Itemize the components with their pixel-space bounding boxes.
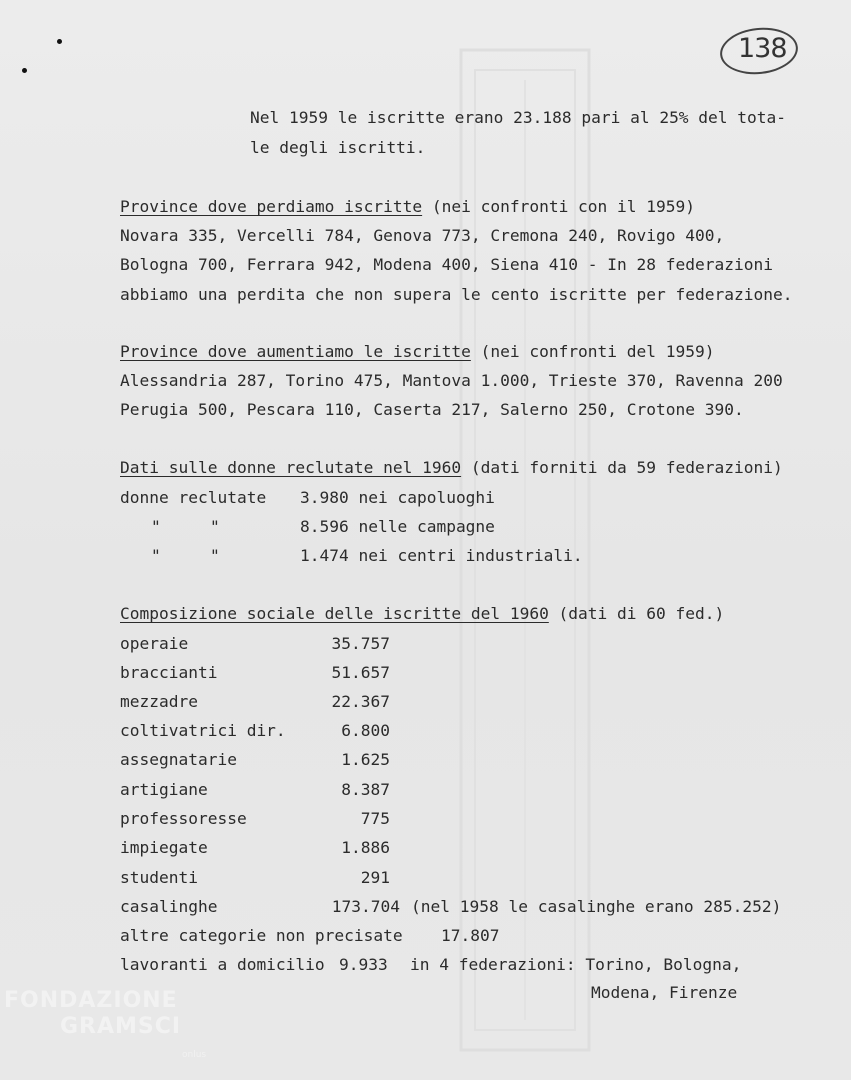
composition-label: studenti <box>120 868 198 887</box>
recruited-value: 1.474 <box>300 546 349 565</box>
gains-heading-line <box>120 342 715 362</box>
losses-heading-line <box>120 197 695 217</box>
recruited-value: 3.980 <box>300 488 349 507</box>
recruited-row <box>300 488 495 508</box>
composition-heading-note: (dati di 60 fed.) <box>548 604 725 623</box>
composition-label: braccianti <box>120 663 218 682</box>
gains-line: Alessandria 287, Torino 475, Mantova 1.000, Trieste 370, Ravenna 200 <box>120 371 783 390</box>
losses-line: abbiamo una perdita che non supera le cento iscritte per federazione. <box>120 285 793 304</box>
casalinghe-note: (nel 1958 le casalinghe erano 285.252) <box>411 897 782 916</box>
logo-line: FONDAZIONE <box>4 988 178 1013</box>
composition-label: coltivatrici dir. <box>120 721 286 740</box>
composition-heading: Composizione sociale delle iscritte del 1960 <box>120 604 549 623</box>
punch-mark <box>22 68 27 73</box>
losses-heading: Province dove perdiamo iscritte <box>120 197 423 216</box>
composition-value: 8.387 <box>341 780 390 799</box>
recruited-text: nelle campagne <box>358 517 495 536</box>
logo-line: GRAMSCI <box>60 1014 182 1039</box>
home-workers-note: Modena, Firenze <box>591 983 738 1002</box>
recruited-heading-note: (dati forniti da 59 federazioni) <box>461 458 783 477</box>
recruited-label: donne reclutate <box>120 488 267 507</box>
ditto-mark: " <box>210 546 220 565</box>
gains-heading-note: (nei confronti del 1959) <box>470 342 715 361</box>
composition-value: 1.625 <box>341 750 390 769</box>
composition-value: 775 <box>360 809 390 828</box>
composition-value: 22.367 <box>331 692 390 711</box>
composition-heading-line <box>120 604 724 624</box>
composition-value: 173.704 <box>331 897 400 916</box>
ditto-mark: " <box>210 517 220 536</box>
recruited-row <box>300 546 583 566</box>
recruited-heading-line <box>120 458 783 478</box>
composition-value: 35.757 <box>331 634 390 653</box>
page-number-text: 138 <box>738 33 787 64</box>
recruited-text: nei capoluoghi <box>358 488 495 507</box>
composition-label: assegnatarie <box>120 750 237 769</box>
home-workers-label: lavoranti a domicilio <box>120 955 325 974</box>
composition-label: operaie <box>120 634 189 653</box>
page-number <box>720 28 798 74</box>
composition-label: impiegate <box>120 838 208 857</box>
recruited-heading: Dati sulle donne reclutate nel 1960 <box>120 458 462 477</box>
ditto-mark: " <box>151 546 161 565</box>
composition-value: 6.800 <box>341 721 390 740</box>
home-workers-value: 9.933 <box>339 955 388 974</box>
other-categories-value: 17.807 <box>441 926 500 945</box>
composition-label: mezzadre <box>120 692 198 711</box>
composition-label: casalinghe <box>120 897 218 916</box>
fondazione-gramsci-logo <box>4 988 224 1068</box>
composition-label: professoresse <box>120 809 247 828</box>
losses-line: Bologna 700, Ferrara 942, Modena 400, Siena 410 - In 28 federazioni <box>120 255 773 274</box>
ditto-mark: " <box>151 517 161 536</box>
recruited-text: nei centri industriali. <box>358 546 583 565</box>
composition-value: 51.657 <box>331 663 390 682</box>
composition-value: 1.886 <box>341 838 390 857</box>
composition-label: artigiane <box>120 780 208 799</box>
intro-line: le degli iscritti. <box>250 138 426 157</box>
intro-line: Nel 1959 le iscritte erano 23.188 pari al 25% del tota- <box>250 108 787 127</box>
other-categories-label: altre categorie non precisate <box>120 926 403 945</box>
home-workers-note: in 4 federazioni: Torino, Bologna, <box>410 955 742 974</box>
gains-line: Perugia 500, Pescara 110, Caserta 217, Salerno 250, Crotone 390. <box>120 400 744 419</box>
logo-line: onlus <box>182 1050 207 1060</box>
recruited-row <box>300 517 495 537</box>
losses-line: Novara 335, Vercelli 784, Genova 773, Cremona 240, Rovigo 400, <box>120 226 725 245</box>
gains-heading: Province dove aumentiamo le iscritte <box>120 342 471 361</box>
losses-heading-note: (nei confronti con il 1959) <box>422 197 696 216</box>
composition-value: 291 <box>360 868 390 887</box>
recruited-value: 8.596 <box>300 517 349 536</box>
punch-mark <box>57 39 62 44</box>
